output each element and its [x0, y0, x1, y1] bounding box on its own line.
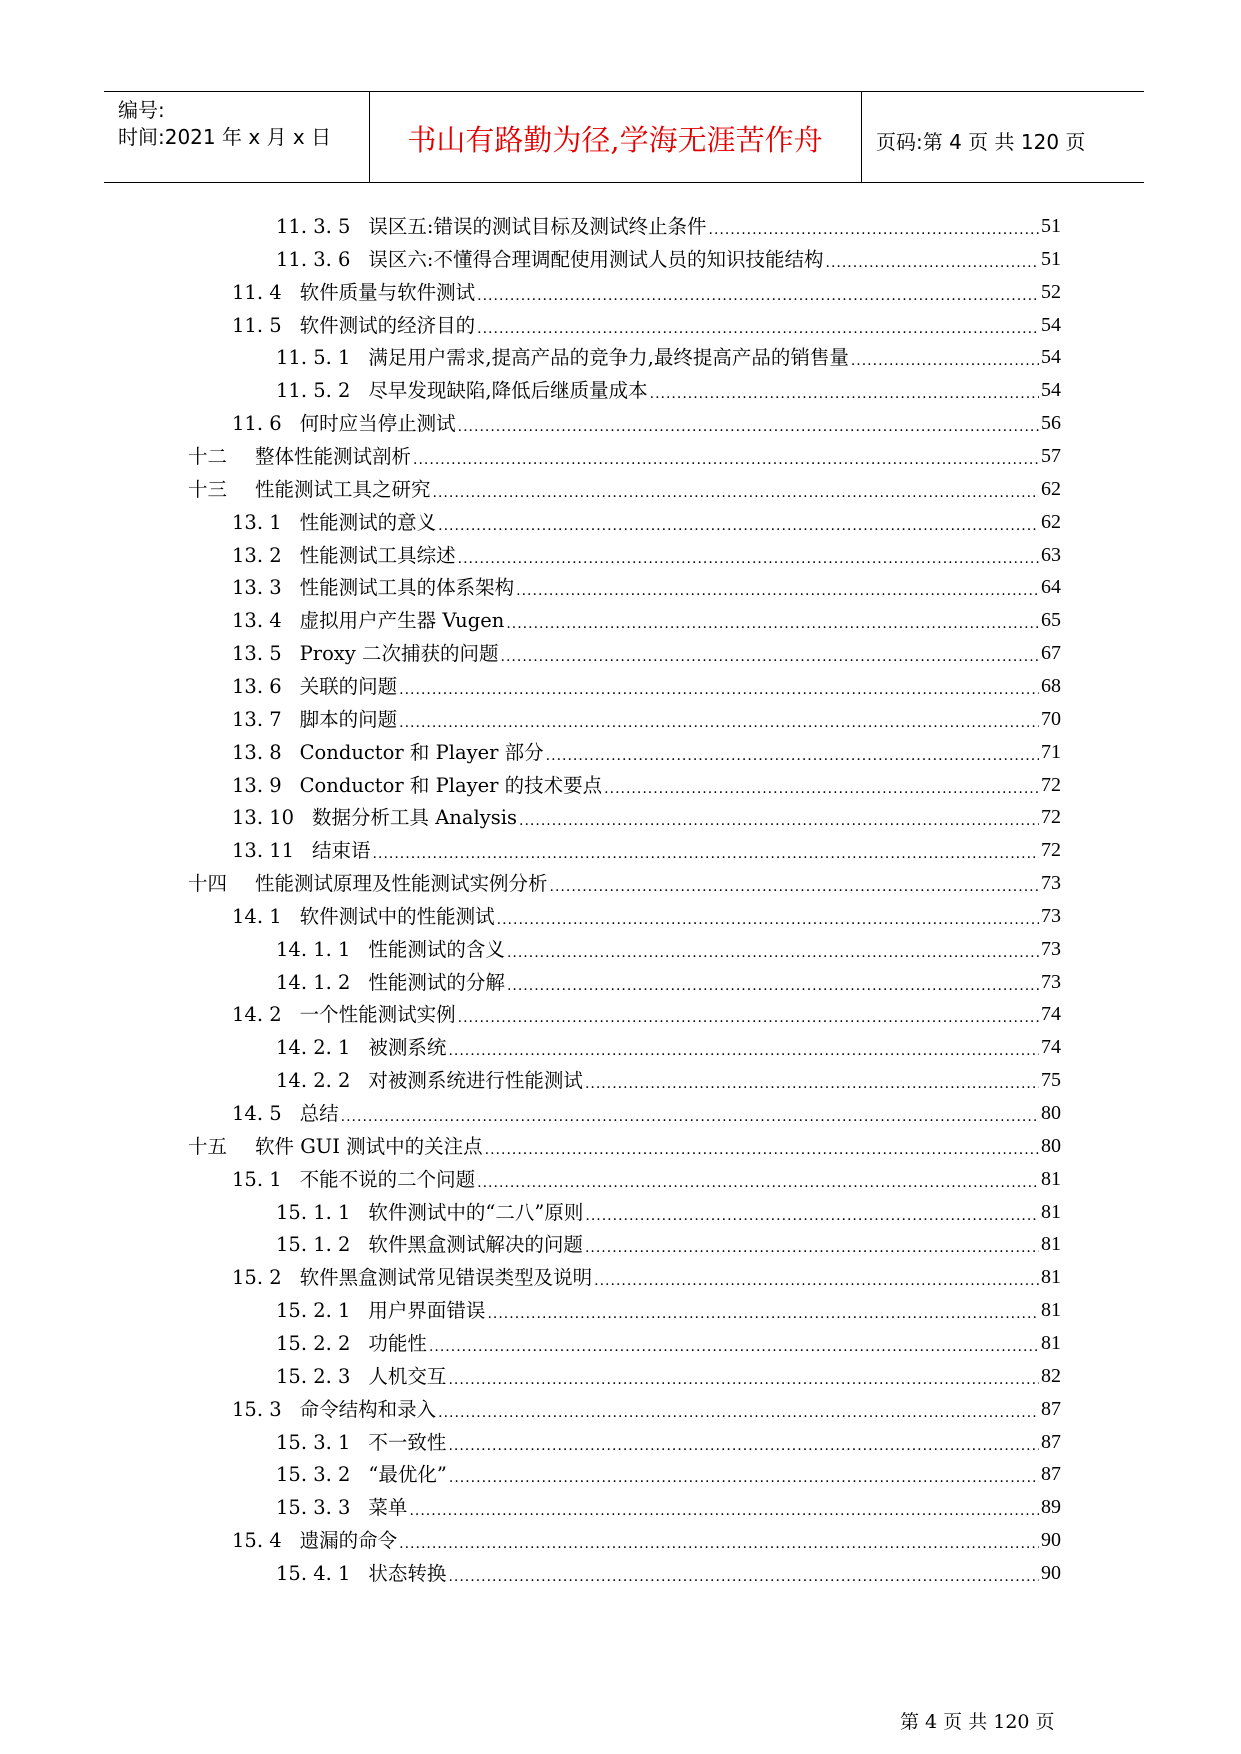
toc-dot-leader: [433, 473, 1039, 506]
toc-entry-page: 81: [1041, 1167, 1061, 1190]
toc-entry[interactable]: [232, 309, 1061, 342]
toc-entry-number: 15. 3. 2: [276, 1463, 351, 1487]
toc-entry-number: 15. 1: [232, 1167, 282, 1191]
toc-entry-title: 虚拟用户产生器 Vugen: [299, 609, 505, 633]
toc-entry[interactable]: [232, 1393, 1061, 1426]
toc-dot-leader: [709, 210, 1040, 243]
header-top-rule: [104, 91, 1144, 92]
toc-entry-title: 不一致性: [368, 1430, 447, 1454]
toc-entry-number: 15. 2. 1: [276, 1299, 351, 1322]
toc-dot-leader: [477, 1163, 1039, 1196]
toc-entry-page: 73: [1041, 904, 1061, 927]
toc-dot-leader: [550, 867, 1039, 900]
toc-entry-number: 15. 3: [232, 1397, 282, 1421]
toc-entry-page: 81: [1041, 1266, 1061, 1289]
toc-entry-number: 13. 4: [232, 609, 282, 633]
toc-entry-number: 十二: [188, 445, 228, 468]
toc-entry-page: 87: [1041, 1463, 1061, 1486]
toc-entry-title: 性能测试原理及性能测试实例分析: [255, 872, 548, 895]
toc-entry-page: 73: [1041, 970, 1061, 993]
toc-entry-title: 总结: [299, 1102, 339, 1125]
toc-dot-leader: [448, 1426, 1039, 1459]
toc-entry[interactable]: [276, 1196, 1061, 1229]
toc-dot-leader: [477, 276, 1039, 309]
toc-entry-page: 90: [1041, 1529, 1061, 1551]
toc-dot-leader: [399, 1524, 1039, 1557]
toc-entry-page: 80: [1041, 1102, 1061, 1124]
toc-dot-leader: [507, 966, 1039, 999]
page-footer: 第 4 页 共 120 页: [900, 1711, 1055, 1733]
toc-entry-title: 软件黑盒测试常见错误类型及说明: [299, 1266, 593, 1290]
toc-dot-leader: [399, 703, 1039, 736]
toc-entry-number: 13. 7: [232, 707, 282, 731]
toc-entry-title: “最优化”: [368, 1463, 447, 1487]
toc-entry-page: 89: [1041, 1496, 1061, 1519]
toc-entry-title: 状态转换: [368, 1561, 447, 1585]
toc-entry-page: 74: [1041, 1003, 1061, 1026]
toc-entry-page: 65: [1041, 609, 1061, 632]
toc-entry[interactable]: [232, 834, 1061, 867]
toc-entry-number: 11. 3. 6: [276, 247, 351, 271]
toc-entry[interactable]: [276, 966, 1061, 999]
toc-entry-title: 关联的问题: [299, 674, 398, 698]
toc-entry-page: 81: [1041, 1200, 1061, 1223]
toc-dot-leader: [399, 670, 1039, 703]
toc-entry-number: 11. 3. 5: [276, 215, 351, 238]
toc-dot-leader: [501, 637, 1039, 670]
toc-entry-page: 62: [1041, 510, 1061, 533]
toc-entry-title: 遗漏的命令: [299, 1529, 398, 1552]
header-divider-right: [861, 91, 862, 183]
toc-entry-number: 14. 5: [232, 1102, 282, 1125]
toc-entry-page: 75: [1041, 1069, 1061, 1092]
toc-entry-number: 14. 1: [232, 904, 282, 928]
toc-entry-title: 软件黑盒测试解决的问题: [368, 1233, 583, 1257]
toc-entry-title: 误区六:不懂得合理调配使用测试人员的知识技能结构: [368, 247, 824, 271]
toc-entry[interactable]: [232, 769, 1061, 802]
toc-entry-number: 13. 6: [232, 674, 282, 698]
toc-entry-page: 52: [1041, 280, 1061, 303]
toc-entry[interactable]: [188, 440, 1061, 473]
toc-entry[interactable]: [232, 703, 1061, 736]
toc-dot-leader: [585, 1196, 1039, 1229]
toc-dot-leader: [516, 571, 1039, 604]
toc-entry-page: 73: [1041, 872, 1061, 894]
toc-dot-leader: [409, 1491, 1039, 1524]
toc-entry[interactable]: [276, 1458, 1061, 1491]
toc-dot-leader: [497, 900, 1039, 933]
toc-entry-page: 73: [1041, 937, 1061, 960]
toc-entry-number: 13. 2: [232, 543, 282, 567]
toc-dot-leader: [594, 1261, 1039, 1294]
toc-dot-leader: [487, 1294, 1039, 1327]
toc-entry-title: 不能不说的二个问题: [299, 1167, 476, 1191]
toc-entry-number: 十三: [188, 477, 228, 501]
toc-entry-title: 数据分析工具 Analysis: [312, 806, 518, 830]
toc-entry-title: 尽早发现缺陷,降低后继质量成本: [368, 379, 648, 403]
header-motto: 书山有路勤为径,学海无涯苦作舟: [407, 123, 823, 157]
toc-entry-number: 十四: [188, 872, 228, 895]
toc-entry-title: 整体性能测试剖析: [255, 445, 412, 468]
toc-entry-number: 15. 1. 2: [276, 1233, 351, 1257]
toc-entry-page: 81: [1041, 1299, 1061, 1321]
toc-entry-page: 72: [1041, 839, 1061, 862]
toc-entry-page: 54: [1041, 379, 1061, 402]
toc-entry-number: 十五: [188, 1134, 228, 1158]
toc-dot-leader: [506, 604, 1039, 637]
toc-entry-page: 81: [1041, 1331, 1061, 1354]
toc-entry-page: 54: [1041, 346, 1061, 369]
toc-entry-title: 性能测试工具综述: [299, 543, 456, 567]
toc-entry-page: 82: [1041, 1364, 1061, 1387]
toc-entry-number: 13. 5: [232, 642, 282, 665]
toc-entry-title: Conductor 和 Player 部分: [299, 740, 544, 764]
toc-entry-page: 72: [1041, 773, 1061, 796]
toc-entry-page: 71: [1041, 740, 1061, 763]
toc-entry-page: 90: [1041, 1561, 1061, 1584]
toc-entry-page: 80: [1041, 1134, 1061, 1157]
toc-dot-leader: [458, 539, 1039, 572]
toc-entry[interactable]: [276, 1426, 1061, 1459]
toc-entry-title: 功能性: [368, 1331, 427, 1355]
toc-entry-number: 14. 2: [232, 1003, 282, 1027]
toc-entry-number: 14. 2. 2: [276, 1069, 351, 1093]
header-page-number: 页码:第 4 页 共 120 页: [876, 130, 1086, 154]
toc-dot-leader: [585, 1064, 1039, 1097]
toc-dot-leader: [585, 1228, 1039, 1261]
toc-dot-leader: [449, 1458, 1039, 1491]
toc-entry-number: 11. 5: [232, 313, 282, 337]
toc-dot-leader: [438, 506, 1039, 539]
toc-entry-page: 56: [1041, 412, 1061, 435]
toc-entry-title: 性能测试的意义: [299, 510, 437, 534]
toc-dot-leader: [826, 243, 1040, 276]
toc-entry-page: 81: [1041, 1233, 1061, 1256]
toc-entry-title: 误区五:错误的测试目标及测试终止条件: [368, 215, 707, 238]
toc-entry-title: 性能测试工具的体系架构: [299, 576, 515, 600]
toc-entry-number: 15. 2. 2: [276, 1331, 351, 1355]
toc-dot-leader: [604, 769, 1039, 802]
toc-entry[interactable]: [232, 670, 1061, 703]
toc-dot-leader: [438, 1393, 1039, 1426]
toc-entry[interactable]: [232, 276, 1061, 309]
toc-dot-leader: [507, 933, 1039, 966]
toc-entry-number: 14. 1. 1: [276, 937, 351, 961]
toc-dot-leader: [373, 834, 1039, 867]
toc-entry-title: 软件测试中的性能测试: [299, 904, 495, 928]
toc-entry-number: 13. 9: [232, 773, 282, 797]
toc-entry-number: 13. 8: [232, 740, 282, 764]
toc-dot-leader: [448, 1031, 1039, 1064]
toc-entry-title: 脚本的问题: [299, 707, 398, 731]
toc-entry-page: 68: [1041, 674, 1061, 697]
toc-entry-page: 70: [1041, 707, 1061, 730]
toc-entry-title: 命令结构和录入: [299, 1397, 437, 1421]
toc-entry[interactable]: [232, 407, 1061, 440]
toc-dot-leader: [546, 736, 1039, 769]
toc-dot-leader: [650, 374, 1039, 407]
toc-dot-leader: [413, 440, 1039, 473]
toc-entry-number: 11. 6: [232, 412, 282, 436]
toc-entry-page: 67: [1041, 642, 1061, 664]
toc-entry-page: 62: [1041, 477, 1061, 500]
toc-entry-number: 14. 1. 2: [276, 970, 351, 994]
toc-entry-page: 51: [1041, 215, 1061, 237]
toc-entry-page: 63: [1041, 543, 1061, 566]
toc-entry[interactable]: [232, 736, 1061, 769]
toc-entry[interactable]: [276, 1294, 1061, 1327]
toc-entry-number: 13. 1: [232, 510, 282, 534]
toc-entry[interactable]: [232, 801, 1061, 834]
toc-entry-title: 软件测试中的“二八”原则: [368, 1200, 584, 1224]
toc-entry[interactable]: [188, 1130, 1061, 1163]
toc-dot-leader: [851, 341, 1039, 374]
toc-entry-page: 87: [1041, 1430, 1061, 1453]
toc-entry[interactable]: [276, 1360, 1061, 1393]
toc-dot-leader: [519, 801, 1039, 834]
toc-entry-page: 57: [1041, 445, 1061, 467]
toc-entry-number: 15. 4. 1: [276, 1561, 351, 1585]
toc-entry[interactable]: [188, 473, 1061, 506]
toc-entry[interactable]: [276, 1228, 1061, 1261]
toc-entry-number: 13. 3: [232, 576, 282, 600]
toc-entry-page: 51: [1041, 247, 1061, 270]
toc-entry-title: 对被测系统进行性能测试: [368, 1069, 583, 1093]
toc-entry-number: 15. 2. 3: [276, 1364, 351, 1388]
toc-entry-page: 54: [1041, 313, 1061, 336]
toc-dot-leader: [429, 1327, 1039, 1360]
toc-entry-title: 用户界面错误: [368, 1299, 486, 1322]
toc-entry[interactable]: [232, 637, 1061, 670]
toc-entry-page: 74: [1041, 1036, 1061, 1059]
toc-entry-title: 性能测试的含义: [368, 937, 505, 961]
toc-entry-title: 结束语: [312, 839, 371, 863]
toc-entry[interactable]: [232, 1163, 1061, 1196]
toc-entry[interactable]: [276, 210, 1061, 243]
toc-dot-leader: [477, 309, 1039, 342]
toc-entry-number: 15. 2: [232, 1266, 282, 1290]
toc-entry-title: 软件测试的经济目的: [299, 313, 476, 337]
toc-dot-leader: [341, 1097, 1039, 1130]
toc-dot-leader: [448, 1360, 1039, 1393]
toc-entry-title: Conductor 和 Player 的技术要点: [299, 773, 603, 797]
header-bottom-rule: [104, 182, 1144, 183]
toc-entry[interactable]: [276, 374, 1061, 407]
toc-entry-number: 11. 5. 2: [276, 379, 351, 403]
toc-entry-number: 15. 4: [232, 1529, 282, 1552]
toc-entry-page: 87: [1041, 1397, 1061, 1420]
toc-entry[interactable]: [232, 1261, 1061, 1294]
toc-entry-title: 何时应当停止测试: [299, 412, 456, 436]
toc-entry[interactable]: [232, 571, 1061, 604]
header-date: 时间:2021 年 x 月 x 日: [118, 125, 332, 149]
toc-entry[interactable]: [276, 243, 1061, 276]
toc-entry[interactable]: [276, 1557, 1061, 1590]
toc-dot-leader: [485, 1130, 1039, 1163]
toc-entry-title: 人机交互: [368, 1364, 447, 1388]
toc-entry[interactable]: [276, 1327, 1061, 1360]
toc-entry-number: 11. 5. 1: [276, 346, 351, 370]
toc-entry[interactable]: [188, 867, 1061, 900]
toc-entry[interactable]: [276, 341, 1061, 374]
toc-entry-page: 72: [1041, 806, 1061, 829]
toc-entry-number: 13. 10: [232, 806, 295, 830]
toc-entry-title: Proxy 二次捕获的问题: [299, 642, 499, 665]
toc-entry-number: 15. 3. 1: [276, 1430, 351, 1454]
toc-entry-number: 15. 3. 3: [276, 1496, 351, 1520]
toc-entry[interactable]: [232, 506, 1061, 539]
toc-entry[interactable]: [232, 539, 1061, 572]
toc-entry-title: 软件 GUI 测试中的关注点: [255, 1134, 483, 1158]
toc-entry-title: 菜单: [368, 1496, 408, 1520]
toc-entry-title: 满足用户需求,提高产品的竞争力,最终提高产品的销售量: [368, 346, 849, 370]
toc-dot-leader: [458, 998, 1039, 1031]
toc-entry-page: 64: [1041, 576, 1061, 599]
toc-entry[interactable]: [232, 604, 1061, 637]
toc-entry-title: 性能测试的分解: [368, 970, 505, 994]
toc-entry-number: 13. 11: [232, 839, 295, 863]
toc-entry-number: 11. 4: [232, 280, 282, 304]
toc-dot-leader: [448, 1557, 1039, 1590]
toc-entry-title: 软件质量与软件测试: [299, 280, 476, 304]
toc-entry[interactable]: [232, 900, 1061, 933]
toc-entry[interactable]: [276, 1491, 1061, 1524]
toc-entry[interactable]: [276, 933, 1061, 966]
toc-entry[interactable]: [232, 1524, 1061, 1557]
toc-entry-title: 被测系统: [368, 1036, 447, 1060]
toc-entry-number: 15. 1. 1: [276, 1200, 351, 1224]
toc-dot-leader: [458, 407, 1039, 440]
toc-entry-title: 性能测试工具之研究: [255, 477, 431, 501]
toc-entry-title: 一个性能测试实例: [299, 1003, 456, 1027]
toc-entry[interactable]: [232, 1097, 1061, 1130]
toc-entry-number: 14. 2. 1: [276, 1036, 351, 1060]
toc-entry[interactable]: [276, 1031, 1061, 1064]
header-serial-label: 编号:: [118, 98, 165, 122]
toc-entry[interactable]: [276, 1064, 1061, 1097]
toc-entry[interactable]: [232, 998, 1061, 1031]
